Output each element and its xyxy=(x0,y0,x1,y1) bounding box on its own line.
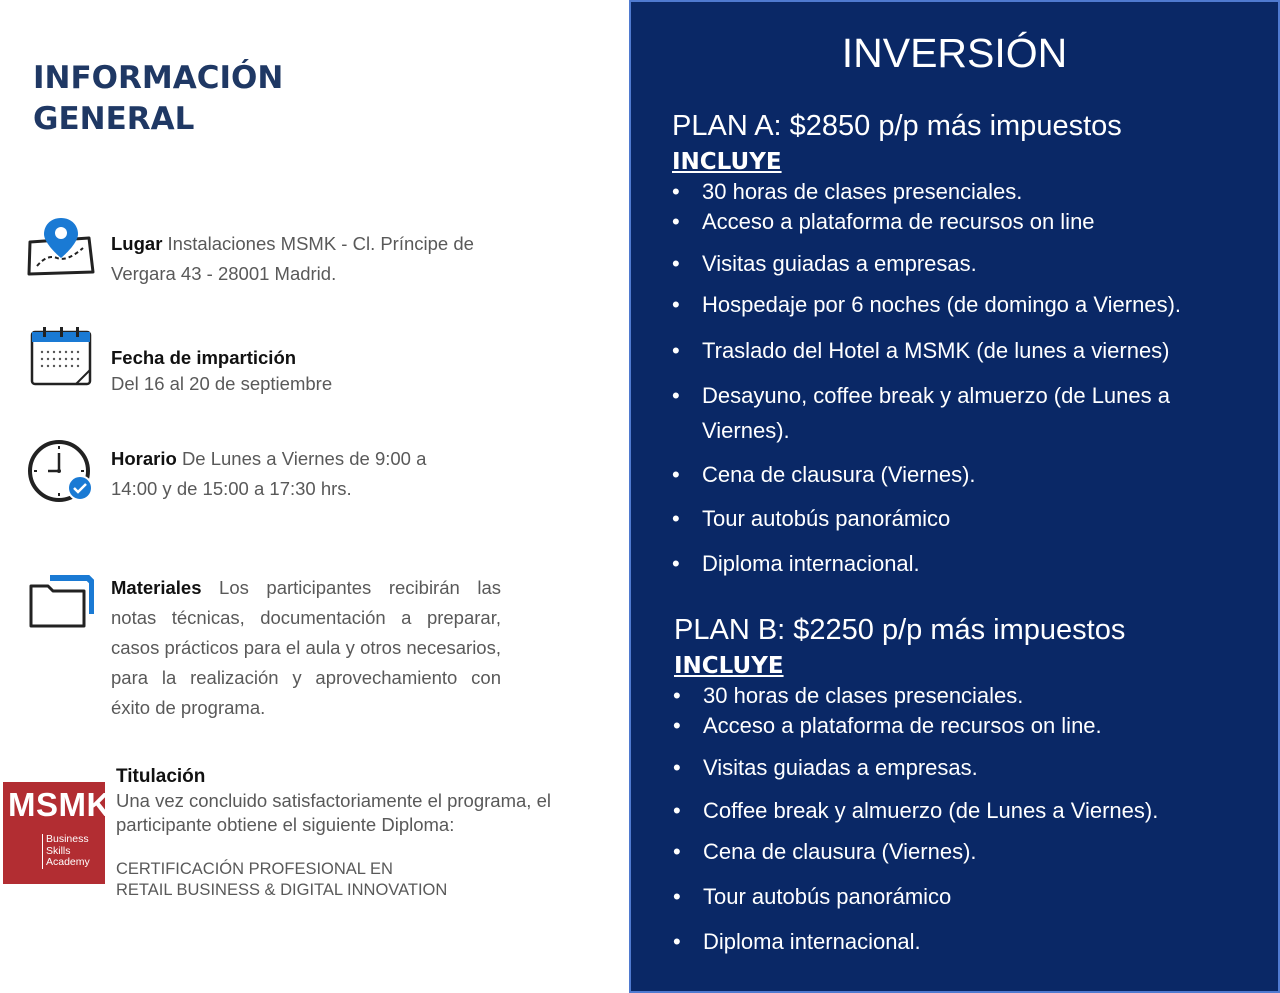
titulacion-info xyxy=(116,765,616,901)
list-item: • Diploma internacional. xyxy=(672,546,1232,581)
list-item: • Tour autobús panorámico xyxy=(672,501,1232,536)
list-item: • Cena de clausura (Viernes). xyxy=(672,457,1232,492)
list-item: • 30 horas de clases presenciales. xyxy=(672,174,1232,209)
titulacion-label: Titulación xyxy=(116,766,206,787)
general-info-column xyxy=(0,0,630,993)
list-item: • Desayuno, coffee break y almuerzo (de Lunes a Viernes). xyxy=(672,378,1232,448)
investment-title: INVERSIÓN xyxy=(841,30,1068,76)
list-item: • Visitas guiadas a empresas. xyxy=(672,246,1232,281)
horario-info xyxy=(111,444,461,504)
plan-b-includes-label: INCLUYE xyxy=(674,653,784,679)
list-item: • Tour autobús panorámico xyxy=(673,879,1233,914)
list-item: • Hospedaje por 6 noches (de domingo a Viernes). xyxy=(672,287,1232,322)
plan-b-title: PLAN B: $2250 p/p más impuestos xyxy=(674,614,1126,646)
titulacion-text: Una vez concluido satisfactoriamente el programa, el participante obtiene el siguiente Diploma: xyxy=(116,790,551,835)
fecha-text: Del 16 al 20 de septiembre xyxy=(111,373,333,394)
list-item: • Traslado del Hotel a MSMK (de lunes a viernes) xyxy=(672,333,1232,368)
clock-check-icon xyxy=(26,440,96,504)
folder-icon xyxy=(28,574,94,630)
calendar-icon xyxy=(30,326,92,386)
lugar-info xyxy=(111,229,481,289)
logo-brand: MSMK xyxy=(8,786,111,823)
lugar-text: Instalaciones MSMK - Cl. Príncipe de Vergara 43 - 28001 Madrid. xyxy=(111,233,474,284)
materiales-info xyxy=(111,573,501,723)
plan-a-includes-label: INCLUYE xyxy=(672,149,782,175)
lugar-label: Lugar xyxy=(111,233,163,254)
list-item: • Coffee break y almuerzo (de Lunes a Viernes). xyxy=(673,793,1233,828)
list-item: • Acceso a plataforma de recursos on line. xyxy=(673,708,1233,743)
materiales-text: Los participantes recibirán las notas técnicas, documentación a preparar, casos prácticos para el aula y otros necesarios, para la realización y aprovechamiento con éxito de programa. xyxy=(111,577,501,718)
fecha-label: Fecha de impartición xyxy=(111,347,297,368)
list-item: • 30 horas de clases presenciales. xyxy=(673,678,1233,713)
fecha-info xyxy=(111,345,511,397)
plan-a-title: PLAN A: $2850 p/p más impuestos xyxy=(672,110,1122,142)
materiales-label: Materiales xyxy=(111,577,202,598)
certification-name: CERTIFICACIÓN PROFESIONAL EN RETAIL BUSINESS & DIGITAL INNOVATION xyxy=(116,860,448,899)
logo-tagline: Business Skills Academy xyxy=(42,834,90,869)
list-item: • Acceso a plataforma de recursos on line xyxy=(672,204,1232,239)
map-pin-icon xyxy=(27,214,95,276)
horario-text: De Lunes a Viernes de 9:00 a 14:00 y de 15:00 a 17:30 hrs. xyxy=(111,448,427,499)
horario-label: Horario xyxy=(111,448,177,469)
list-item: • Diploma internacional. xyxy=(673,924,1233,959)
general-info-title: INFORMACIÓN GENERAL xyxy=(33,60,284,137)
msmk-logo xyxy=(3,782,111,884)
list-item: • Cena de clausura (Viernes). xyxy=(673,834,1233,869)
list-item: • Visitas guiadas a empresas. xyxy=(673,750,1233,785)
investment-panel xyxy=(629,0,1280,993)
